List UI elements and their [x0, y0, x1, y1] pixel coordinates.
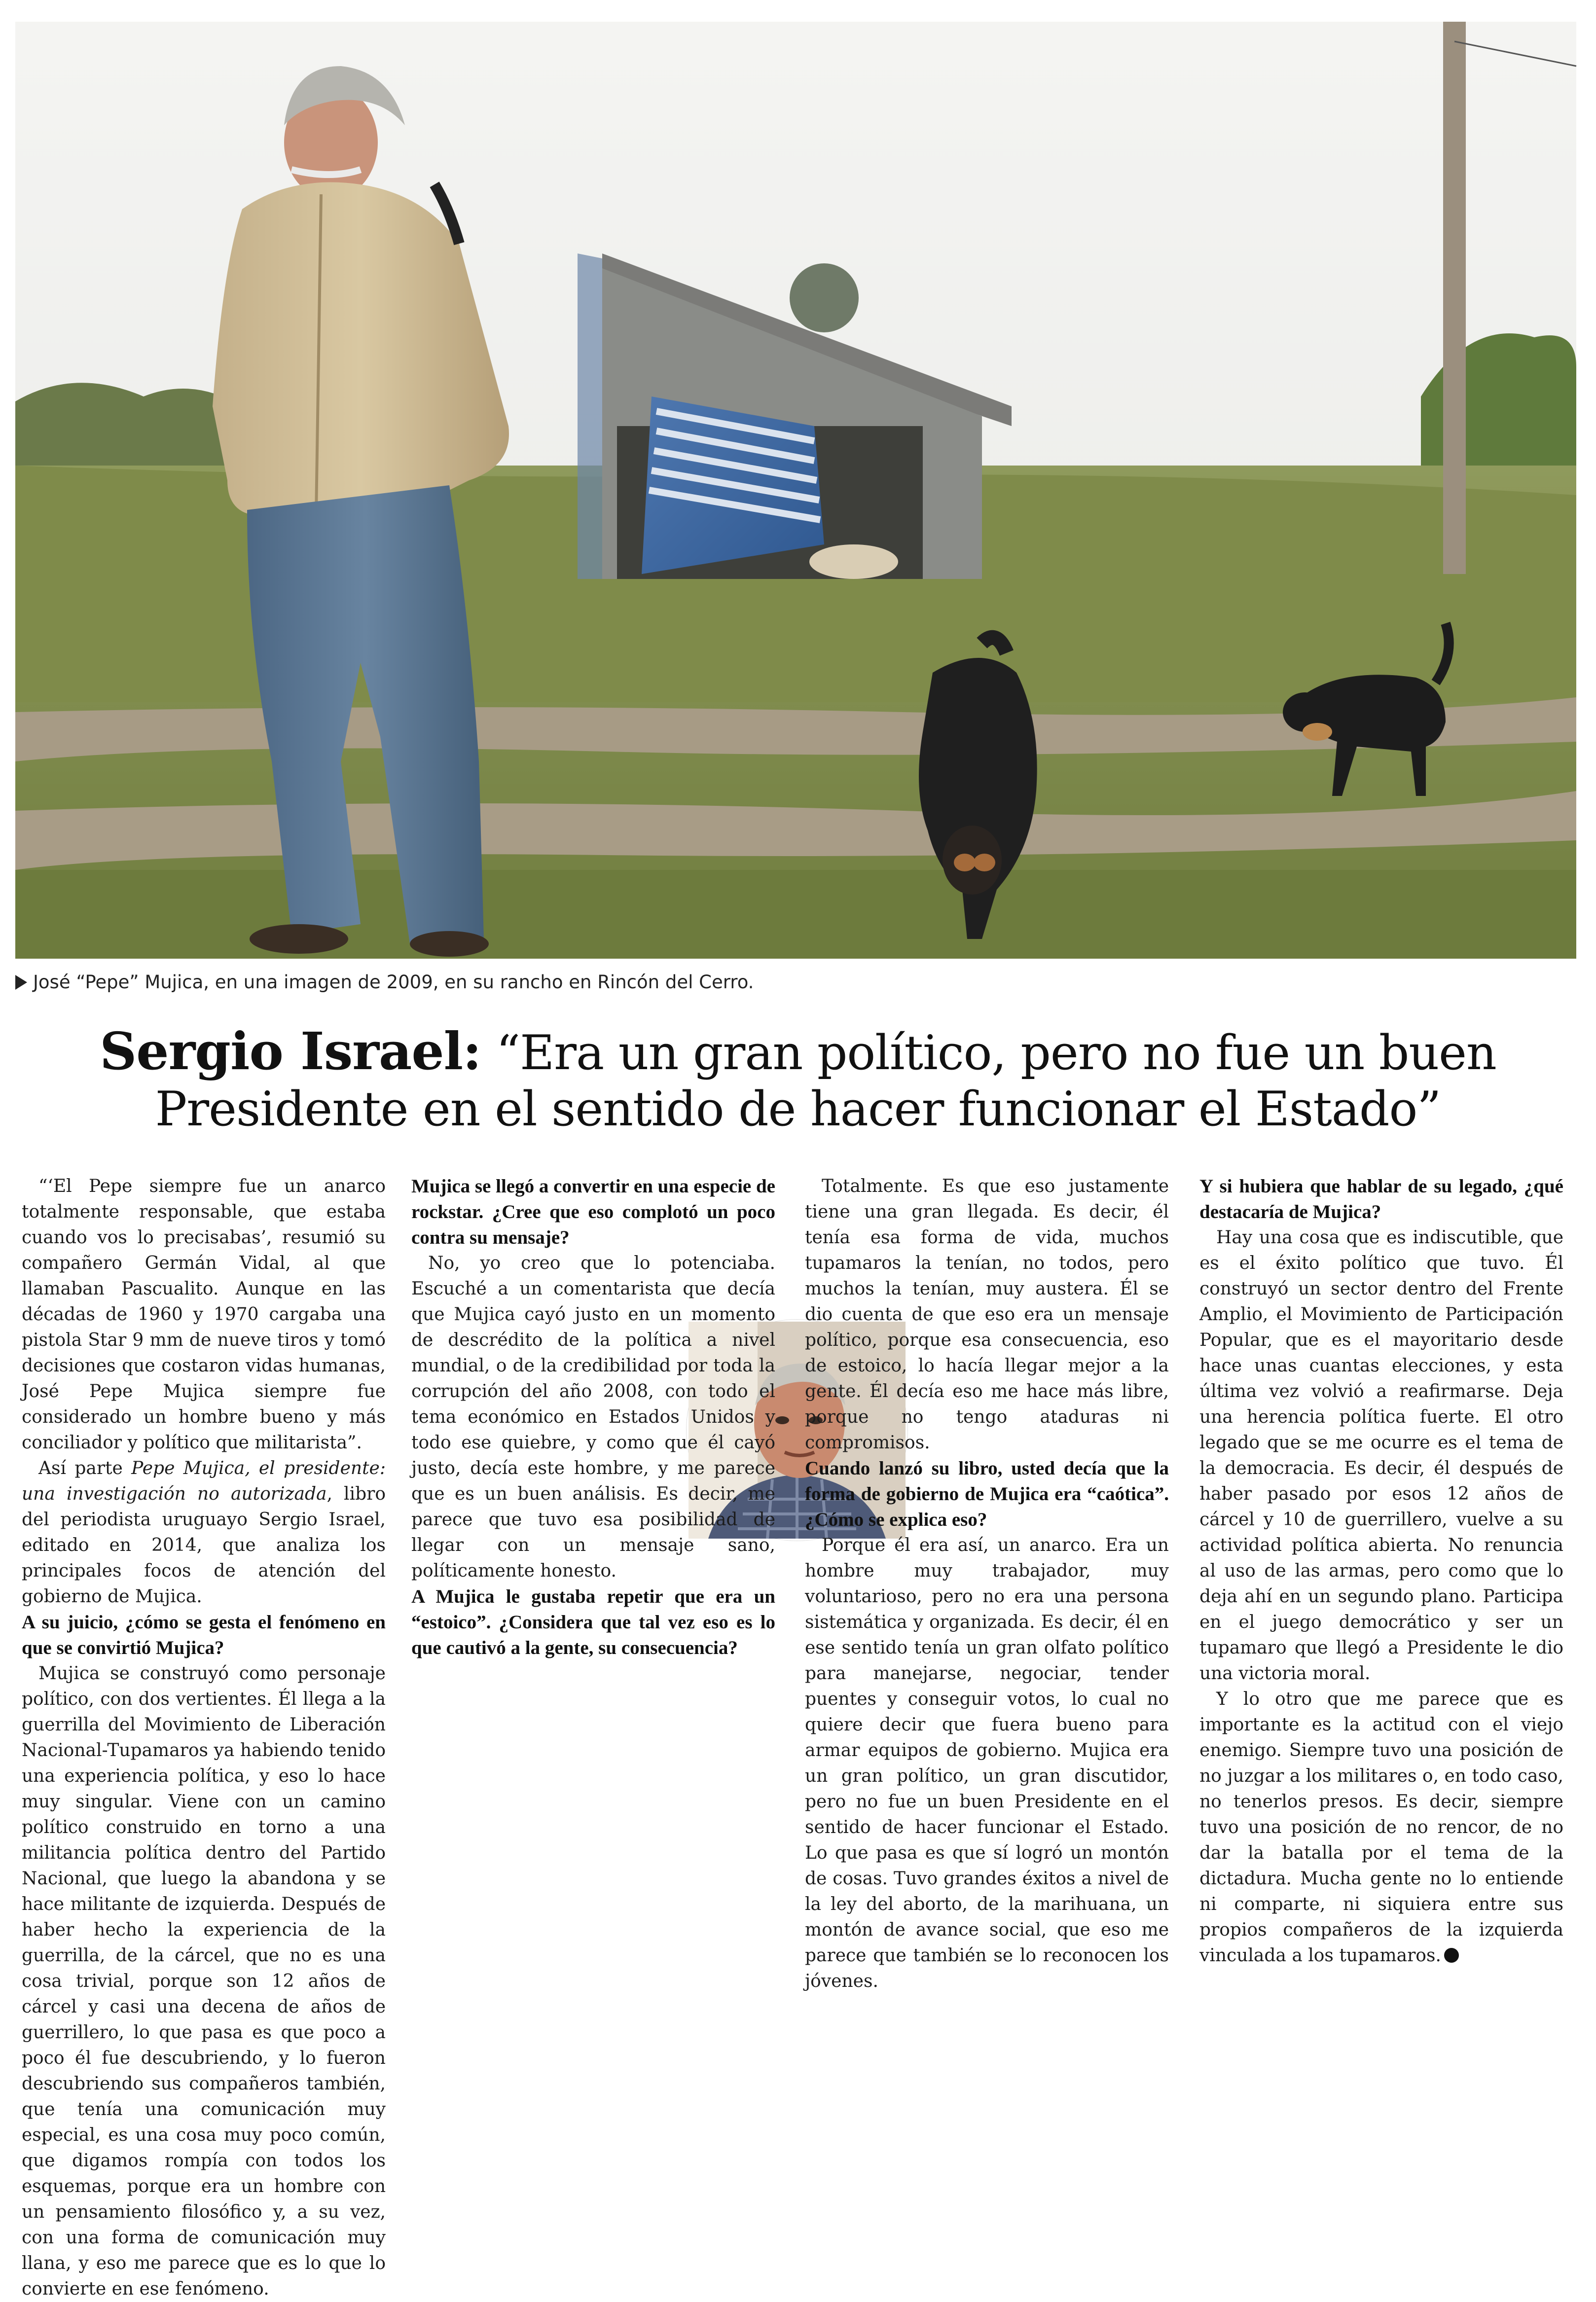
article-column-2: [411, 1174, 775, 1953]
answer-5: Hay una cosa que es indiscutible, que es el éxito político que tuvo. Él construyó un sector dentro del Frente Amplio, el Movimiento de Participación Popular, que es el mayoritario desde hace unas cuantas elecciones, y esta última vez volvió a reafirmarse. Deja una herencia política fuerte. El otro legado que se me ocurre es el tema de la democracia. Es decir, él después de haber pasado por esos 12 años de cárcel y 10 de guerrillero, vuelve a su actividad política abierta. No renuncia al uso de las armas, pero como que lo deja ahí en un segundo plano. Participa en el juego democrático y ser un tupamaro que llegó a Presidente le dio una victoria moral.: [1199, 1227, 1563, 1684]
caption-triangle-icon: [15, 975, 27, 990]
answer-4: Porque él era así, un anarco. Era un hombre muy trabajador, muy voluntarioso, pero no era una persona sistemática y organizada. Es decir, él en ese sentido tenía un gran olfato político para manejarse, negociar, tender puentes y conseguir votos, lo cual no quiere decir que fuera bueno para armar equipos de gobierno. Mujica era un gran político, un gran discutidor, pero no fue un buen Presidente en el sentido de hacer funcionar el Estado. Lo que pasa es que sí logró un montón de cosas. Tuvo grandes éxitos a nivel de la ley del aborto, de la marihuana, un montón de avance social, que eso me parece que también se lo reconocen los jóvenes.: [805, 1535, 1169, 1991]
caption-text: José “Pepe” Mujica, en una imagen de 2009, en su rancho en Rincón del Cerro.: [33, 971, 754, 993]
question-4: Cuando lanzó su libro, usted decía que la forma de gobierno de Mujica era “caótica”. ¿Cómo se explica eso?: [805, 1458, 1169, 1530]
headline-line-2: Presidente en el sentido de hacer funcionar el Estado”: [155, 1081, 1441, 1137]
answer-3: Totalmente. Es que eso justamente tiene una gran llegada. Es decir, él tenía esa forma de vida, muchos tupamaros la tenían, no todos, pero muchos la tenían, muy austera. Él se dio cuenta de que eso era un mensaje político, porque esa consecuencia, eso de estoico, lo hacía llegar mejor a la gente. Él decía eso me hace más libre, porque no tengo ataduras ni compromisos.: [805, 1176, 1169, 1453]
main-photo: [15, 22, 1576, 959]
book-paragraph-end: , libro del periodista uruguayo Sergio Israel, editado en 2014, que analiza los principales focos de atención del gobierno de Mujica.: [22, 1484, 386, 1607]
article-column-1: [22, 1174, 386, 2299]
question-2: Mujica se llegó a convertir en una especie de rockstar. ¿Cree que eso complotó un poco contra su mensaje?: [411, 1176, 775, 1248]
answer-2: No, yo creo que lo potenciaba. Escuché a un comentarista que decía que Mujica cayó justo en un momento de descrédito de la política a nivel mundial, o de la credibilidad por toda la corrupción del año 2008, con todo el tema económico en Estados Unidos y todo ese quiebre, y como que él cayó justo, decía este hombre, y me parece que es un buen análisis. Es decir, me parece que tuvo esa posibilidad de llegar con un mensaje sano, políticamente honesto.: [411, 1253, 775, 1581]
article-column-3: [805, 1174, 1169, 1991]
intro-paragraph: “‘El Pepe siempre fue un anarco totalmente responsable, que estaba cuando vos lo precisabas’, resumió su compañero Germán Vidal, al que llamaban Pascualito. Aunque en las décadas de 1960 y 1970 cargaba una pistola Star 9 mm de nueve tiros y tomó decisiones que costaron vidas humanas, José Pepe Mujica siempre fue considerado un hombre bueno y más conciliador y político que militarista”.: [22, 1176, 386, 1453]
question-3: A Mujica le gustaba repetir que era un “estoico”. ¿Considera que tal vez eso es lo que cautivó a la gente, su consecuencia?: [411, 1586, 775, 1658]
book-title: Pepe Mujica, el presidente: una investigación no autorizada: [22, 1458, 386, 1504]
book-paragraph: [22, 1456, 386, 1610]
end-of-article-icon: [1444, 1948, 1459, 1963]
answer-6-text: Y lo otro que me parece que es importante es la actitud con el viejo enemigo. Siempre tuvo una posición de no juzgar a los militares o, en todo caso, no tenerlos presos. Es decir, siempre tuvo una posición de no rencor, de no dar la batalla por el tema de la dictadura. Mucha gente no lo entiende ni comparte, ni siquiera entre sus propios compañeros de la izquierda vinculada a los tupamaros.: [1199, 1689, 1563, 1966]
answer-1: Mujica se construyó como personaje político, con dos vertientes. Él llega a la guerrilla del Movimiento de Liberación Nacional-Tupamaros ya habiendo tenido una experiencia política, y eso lo hace muy singular. Viene con un camino político construido en torno a una militancia política dentro del Partido Nacional, que luego la abandona y se hace militante de izquierda. Después de haber hecho la experiencia de la guerrilla, de la cárcel, que no es una cosa trivial, porque son 12 años de cárcel y casi una decena de años de guerrillero, lo que pasa es que poco a poco él fue descubriendo, y lo fueron descubriendo sus compañeros también, que tenía una comunicación muy especial, es una cosa muy poco común, que digamos rompía con todos los esquemas, porque era un hombre con un pensamiento filosófico y, a su vez, con una forma de comunicación muy llana, y eso me parece que es lo que lo convierte en ese fenómeno.: [22, 1663, 386, 2299]
headline-quote-1: “Era un gran político, pero no fue un buen: [496, 1025, 1496, 1080]
question-1: A su juicio, ¿cómo se gesta el fenómeno en que se convirtió Mujica?: [22, 1612, 386, 1658]
headline-line-1: [30, 1023, 1566, 1081]
headline-name: Sergio Israel:: [100, 1021, 481, 1081]
question-5: Y si hubiera que hablar de su legado, ¿qué destacaría de Mujica?: [1199, 1176, 1563, 1223]
article-column-4: [1199, 1174, 1563, 1966]
book-paragraph-start: Así parte: [38, 1458, 132, 1478]
article-headline: [30, 1023, 1566, 1137]
answer-6: [1199, 1687, 1563, 1969]
photo-illustration: [15, 22, 1576, 959]
photo-caption: [15, 969, 1576, 996]
